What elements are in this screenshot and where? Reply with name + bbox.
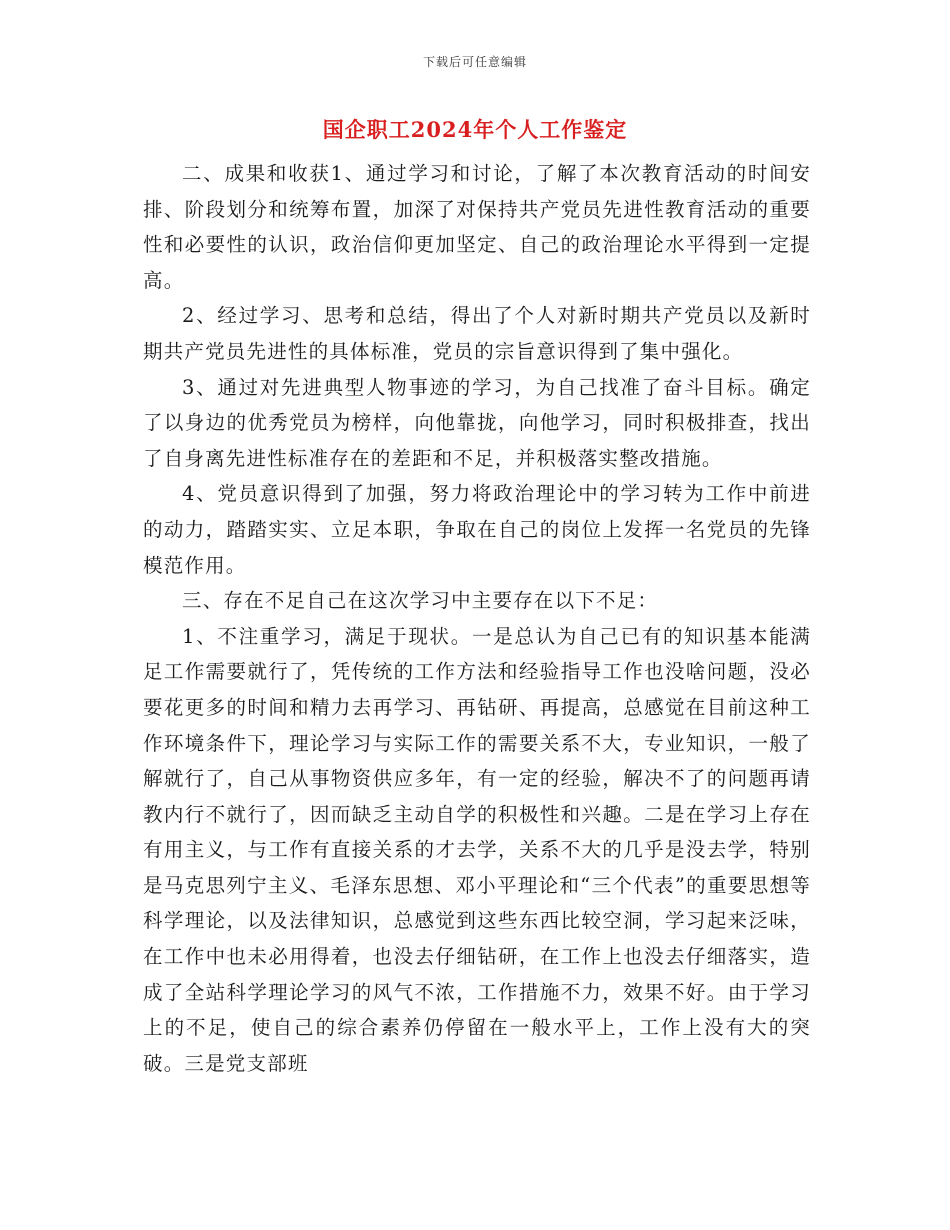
paragraph: 4、党员意识得到了加强，努力将政治理论中的学习转为工作中前进的动力，踏踏实实、立足本职，争取在自己的岗位上发挥一名党员的先锋模范作用。 — [143, 482, 811, 577]
document-body — [143, 156, 811, 1081]
paragraph: 二、成果和收获1、通过学习和讨论，了解了本次教育活动的时间安排、阶段划分和统筹布置，加深了对保持共产党员先进性教育活动的重要性和必要性的认识，政治信仰更加坚定、自己的政治理论水平得到一定提高。 — [143, 162, 811, 292]
paragraph: 3、通过对先进典型人物事迹的学习，为自己找准了奋斗目标。确定了以身边的优秀党员为榜样，向他靠拢，向他学习，同时积极排查，找出了自身离先进性标准存在的差距和不足，并积极落实整改措施。 — [143, 375, 811, 470]
paragraph: 三、存在不足自己在这次学习中主要存在以下不足： — [182, 589, 659, 613]
paragraph: 2、经过学习、思考和总结，得出了个人对新时期共产党员以及新时期共产党员先进性的具体标准，党员的宗旨意识得到了集中强化。 — [143, 304, 811, 363]
header-note: 下载后可任意编辑 — [422, 55, 527, 69]
paragraph: 1、不注重学习，满足于现状。一是总认为自己已有的知识基本能满足工作需要就行了，凭传统的工作方法和经验指导工作也没啥问题，没必要花更多的时间和精力去再学习、再钻研、再提高，总感觉在目前这种工作环境条件下，理论学习与实际工作的需要关系不大，专业知识，一般了解就行了，自己从事物资供应多年，有一定的经验，解决不了的问题再请教内行不就行了，因而缺乏主动自学的积极性和兴趣。二是在学习上存在有用主义，与工作有直接关系的才去学，关系不大的几乎是没去学，特别是马克思列宁主义、毛泽东思想、邓小平理论和“三个代表”的重要思想等科学理论，以及法律知识，总感觉到这些东西比较空洞，学习起来泛味，在工作中也未必用得着，也没去仔细钻研，在工作上也没去仔细落实，造成了全站科学理论学习的风气不浓，工作措施不力，效果不好。由于学习上的不足，使自己的综合素养仍停留在一般水平上，工作上没有大的突破。三是党支部班 — [143, 624, 811, 1075]
document-title: 国企职工2024年个人工作鉴定 — [322, 117, 628, 142]
